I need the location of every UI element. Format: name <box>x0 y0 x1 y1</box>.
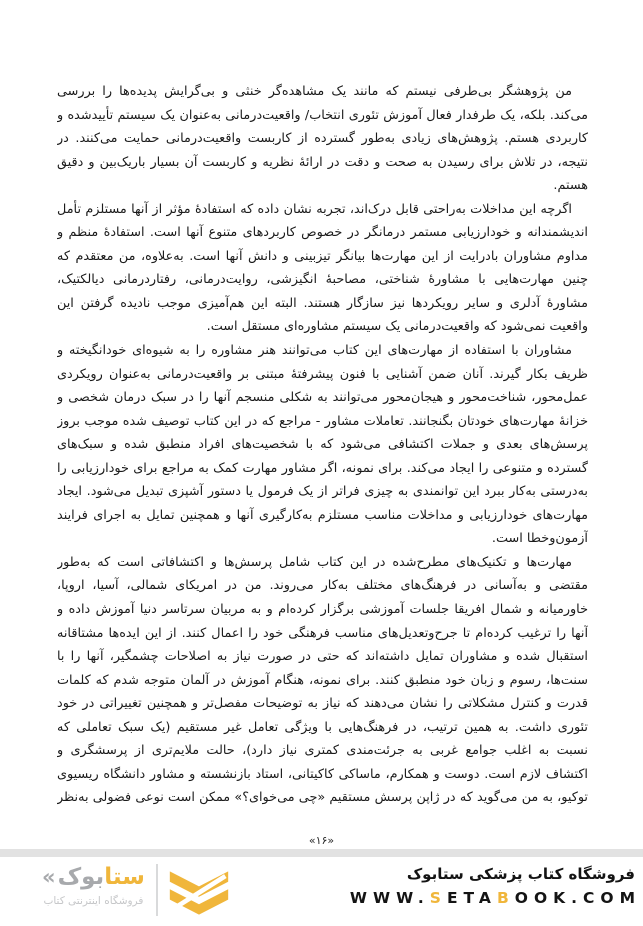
body-paragraph: من پژوهشگر بی‌طرفی نیستم که مانند یک مشاهده‌گر خنثی و بی‌گرایش پدیده‌ها را بررسی می‌کند. بلکه، یک طرفدار فعال آموزش تئوری انتخاب/ واقعیت‌درمانی به‌عنوان یک سیستم تأییدشده و کاربردی هستم. پژوهش‌های زیادی به‌طور گسترده از کاربست واقعیت‌درمانی حمایت می‌کنند. در نتیجه، در تلاش برای رسیدن به صحت و دقت در ارائهٔ نظریه و کاربست آن بسیار باریک‌بین و دقیق هستم. <box>57 84 588 194</box>
body-paragraph: مهارت‌ها و تکنیک‌های مطرح‌شده در این کتاب شامل پرسش‌ها و اکتشافاتی است که به‌طور مقتضی و به‌آسانی در فرهنگ‌های مختلف به‌کار می‌روند. من در امریکای شمالی، آسیا، اروپا، خاورمیانه و شمال افریقا جلسات آموزشی برگزار کرده‌ام و به مربیان سرتاسر دنیا آموزش داده و آنها را ترغیب کرده‌ام تا جرح‌وتعدیل‌های مناسب فرهنگی خود را اعمال کنند. از این ایده‌ها مشتاقانه استقبال شده و مشاوران تمایل داشته‌اند که حتی در صورت نیاز به اصلاحات چشمگیر، آنها را با سنت‌ها، رسوم و زبان خود منطبق کنند. برای نمونه، هنگام آموزش در آلمان متوجه شدم که کلمات قدرت و کنترل مشکلاتی را نشان می‌دهند که نیاز به توضیحات مفصل‌تر و همچنین تغییراتی در خود تئوری داشت. به همین ترتیب، در فرهنگ‌هایی با ویژگی تعامل غیر مستقیم (یک سبک تعاملی که نسبت به اغلب جوامع غربی به جرئت‌مندی کمتری نیاز دارد)، حالت ملایم‌تری از پرسشگری و اکتشاف لازم است. دوست و همکارم، ماساکی کاکیتانی، استاد بازنشسته و مشاور دانشگاه ریسیوی توکیو، به من می‌گوید که در ژاپن پرسش مستقیم «چی می‌خوای؟» ممکن است نوعی فضولی به‌نظر <box>57 554 588 806</box>
logo-wordmark <box>42 862 145 892</box>
logo-separator-line <box>156 864 158 916</box>
page-text-block <box>57 80 588 832</box>
url-segment-gold-b: B <box>496 889 515 907</box>
logo-wordmark-block <box>42 862 145 907</box>
body-paragraph: اگرچه این مداخلات به‌راحتی قابل درک‌اند، تجربه نشان داده که استفادهٔ مؤثر از آنها مستلزم تأمل اندیشمندانه و خودارزیابی مستمر درمانگر در خصوص کاربردهای متنوع آنها است. استفادهٔ منظم و مداوم مشاوران بادرایت از این مهارت‌ها بیانگر تیزبینی و دانش آنها است. به‌علاوه، من معتقدم که چنین مهارت‌هایی با مشاورهٔ شناختی، مصاحبهٔ انگیزشی، روایت‌درمانی، رفتاردرمانی دیالکتیک، مشاورهٔ آدلری و سایر رویکردها نیز سازگار هستند. البته این هم‌آمیزی موجب نادیده گرفتن این واقعیت نمی‌شود که واقعیت‌درمانی یک سیستم مشاوره‌ای مستقل است. <box>57 201 588 335</box>
logo-wordmark-yellow-part: ستا <box>104 864 145 890</box>
body-paragraph: مشاوران با استفاده از مهارت‌های این کتاب می‌توانند هنر مشاوره را به شیوه‌ای خودانگیخته و ظریف بکار گیرند. آنان ضمن آشنایی با فنون پیشرفتهٔ مبتنی بر واقعیت‌درمانی به‌عنوان رویکردی عمل‌محور، شناخت‌محور و هیجان‌محور می‌توانند به شکلی منسجم آنها را در سبک درمان شخصی و خزانهٔ مهارت‌های خودتان بگنجانند. تعاملات مشاور - مراجع که در این کتاب توصیف شده موجب بروز پرسش‌های بعدی و جملات اکتشافی می‌شود که با شخصیت‌های افراد منطبق شده و سبک‌های گسترده و متنوعی را ایجاد می‌کند. برای نمونه، اگر مشاور مهارت کمک به مراجع برای خودارزیابی را به‌درستی به‌کار ببرد این توانمندی به چیزی فراتر از یک فرمول یا دستور آشپزی تبدیل می‌شود. ایجاد مهارت‌های خودارزیابی و مداخلات مناسب مستلزم به‌کارگیری آنها و همچنین تمایل به اجرای فرایند آزمون‌وخطا است. <box>57 343 588 547</box>
logo-tagline: فروشگاه اینترنتی کتاب <box>43 895 144 907</box>
footer-text-block <box>349 865 641 907</box>
setabook-footer-banner <box>0 857 643 926</box>
page-footer-divider <box>0 849 643 857</box>
logo-wordmark-gray-part: بوک <box>57 864 105 890</box>
logo-guillemet-glyph: « <box>42 865 56 889</box>
setabook-logo <box>42 862 231 926</box>
page-number: «۱۶» <box>308 834 335 847</box>
url-segment: ETA <box>446 889 497 907</box>
url-segment-gold-s: S <box>429 889 447 907</box>
setabook-chevron-icon <box>167 864 231 926</box>
url-segment: OOK.COM <box>514 889 641 907</box>
website-url <box>350 889 641 907</box>
store-name: فروشگاه کتاب پزشکی ستابوک <box>406 865 635 883</box>
url-segment: WWW. <box>349 889 430 907</box>
